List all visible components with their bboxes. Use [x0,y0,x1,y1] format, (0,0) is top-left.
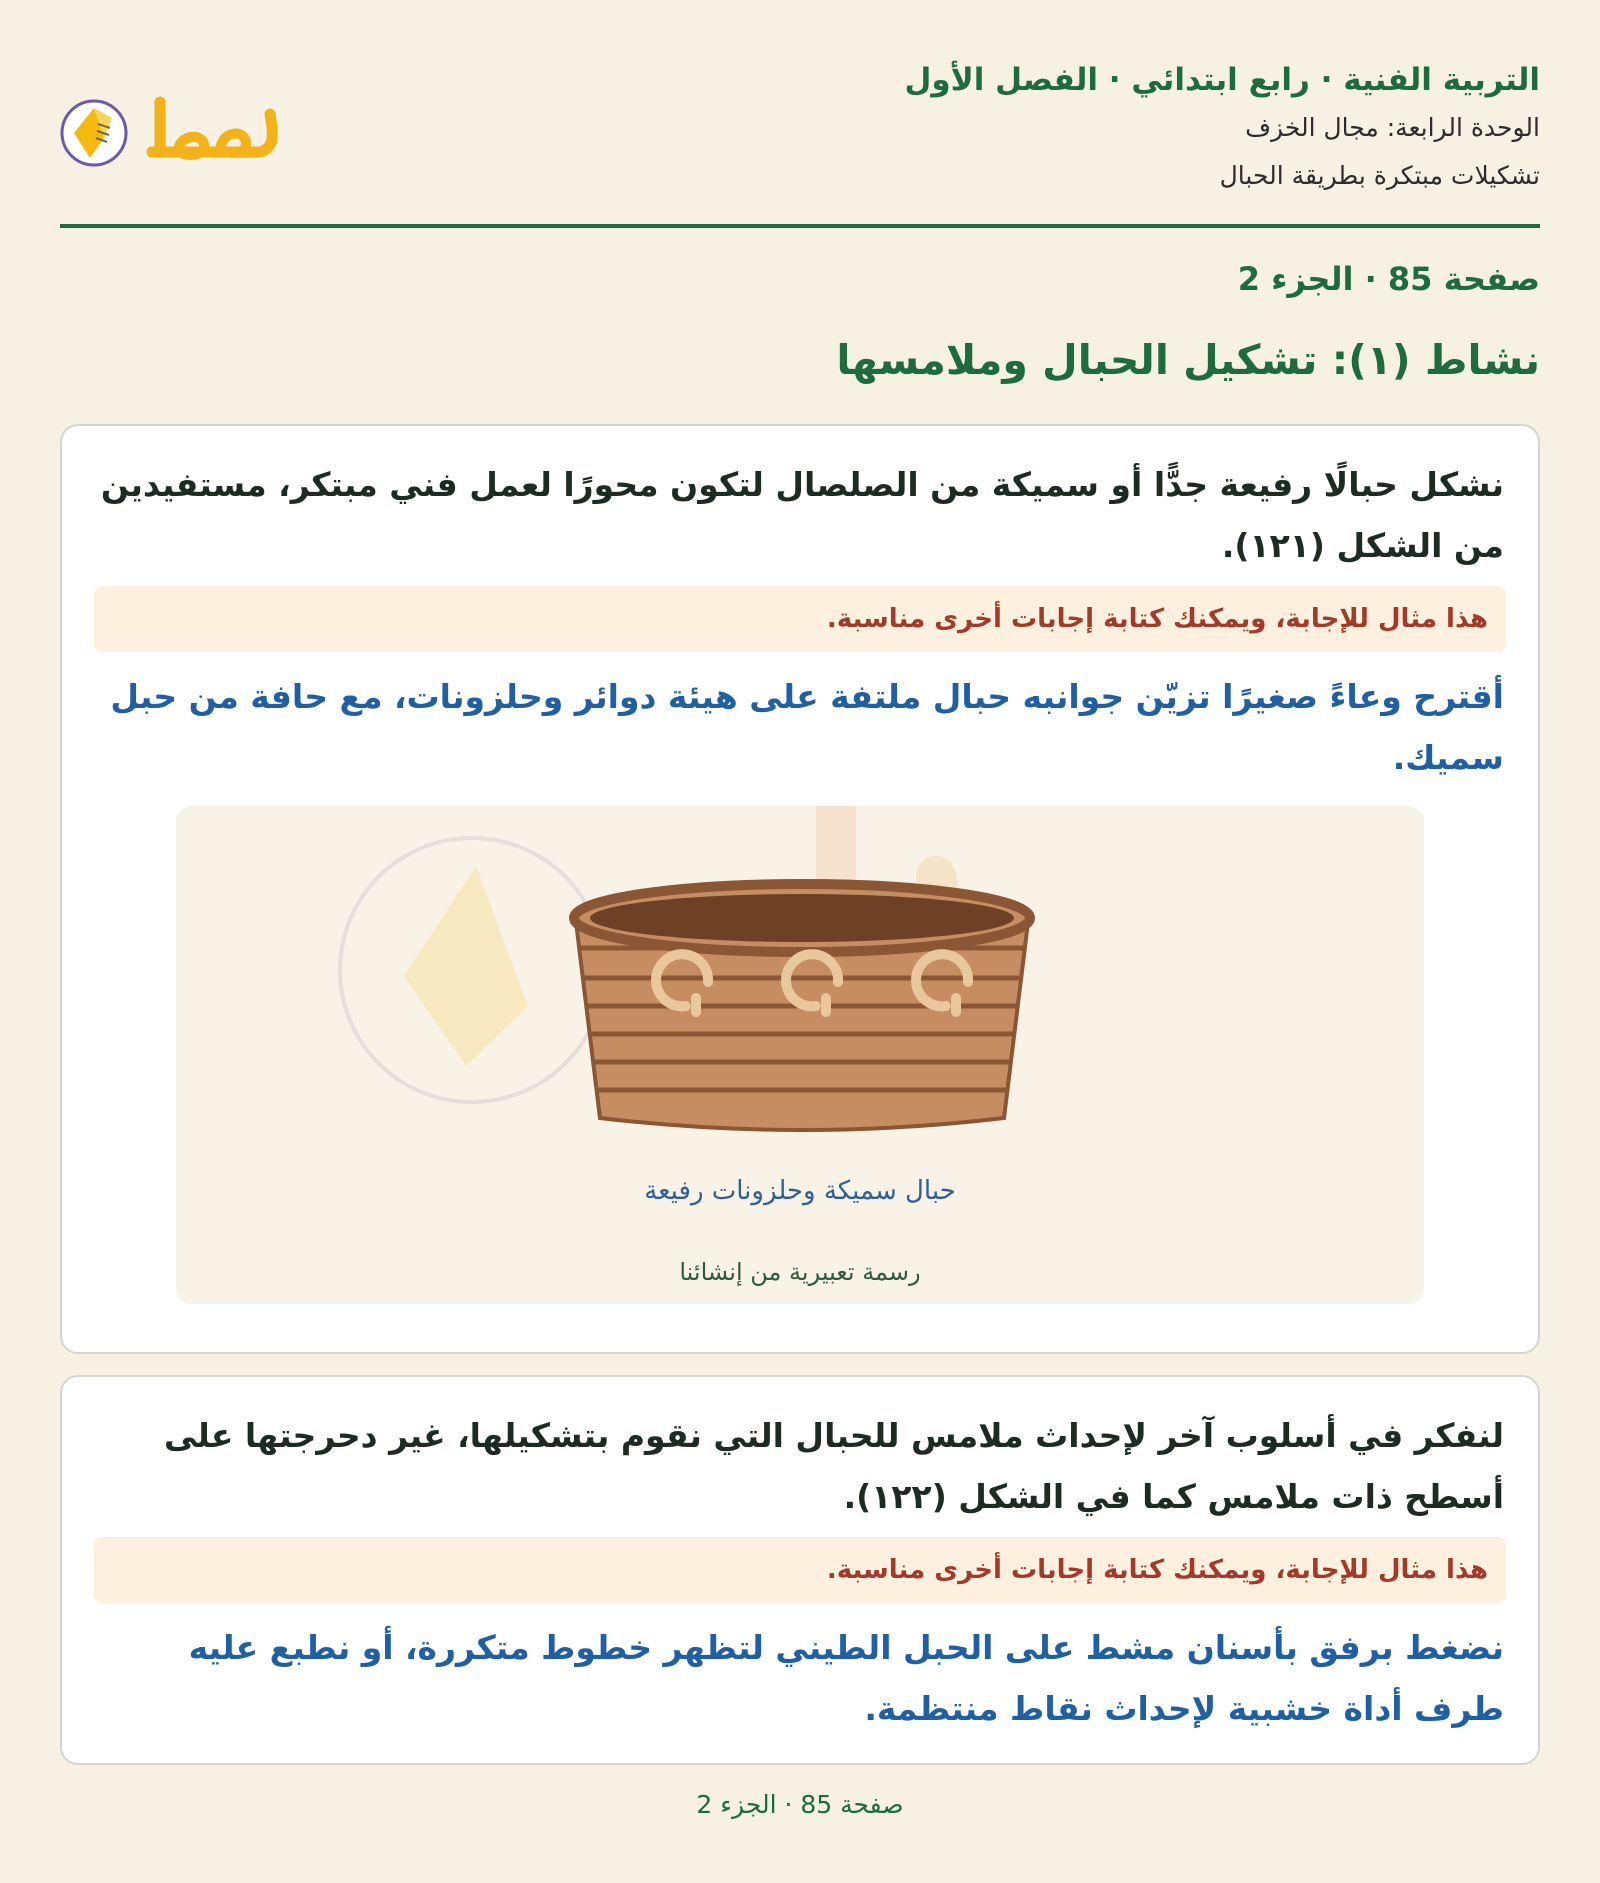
answer-note: هذا مثال للإجابة، ويمكنك كتابة إجابات أخرى مناسبة. [94,1537,1506,1603]
question-text: نشكل حبالًا رفيعة جدًّا أو سميكة من الصلصال لتكون محورًا لعمل فني مبتكر، مستفيدين من الشكل (١٢١). [100,465,1504,565]
activity-title: نشاط (١): تشكيل الحبال وملامسها [836,336,1540,384]
lesson-title: تشكيلات مبتكرة بطريقة الحبال [1219,161,1540,190]
unit-title: الوحدة الرابعة: مجال الخزف [1245,113,1540,142]
page-header [60,48,1540,228]
page-reference: صفحة 85 · الجزء 2 [1237,260,1540,298]
subject-title: التربية الفنية · رابع ابتدائي · الفصل الأول [904,62,1540,98]
activity-card-1 [60,424,1540,1354]
figure-credit: رسمة تعبيرية من إنشائنا [679,1258,921,1286]
header-titles [905,58,1541,198]
hulul-logo [60,78,300,188]
page-footer: صفحة 85 · الجزء 2 [696,1790,904,1819]
answer-note: هذا مثال للإجابة، ويمكنك كتابة إجابات أخرى مناسبة. [94,586,1506,652]
answer-text: أقترح وعاءً صغيرًا تزيّن جوانبه حبال ملتفة على هيئة دوائر وحلزونات، مع حافة من حبل سميك. [110,677,1504,777]
question-text: لنفكر في أسلوب آخر لإحداث ملامس للحبال التي نقوم بتشكيلها، غير دحرجتها على أسطح ذات ملامس كما في الشكل (١٢٢). [164,1416,1504,1516]
figure-box [176,806,1424,1304]
answer-text: نضغط برفق بأسنان مشط على الحبل الطيني لتظهر خطوط متكررة، أو نطبع عليه طرف أداة خشبية لإحداث نقاط منتظمة. [188,1628,1504,1728]
figure-caption: حبال سميكة وحلزونات رفيعة [644,1176,956,1206]
activity-card-2 [60,1375,1540,1765]
clay-pot-illustration [176,806,1424,1304]
